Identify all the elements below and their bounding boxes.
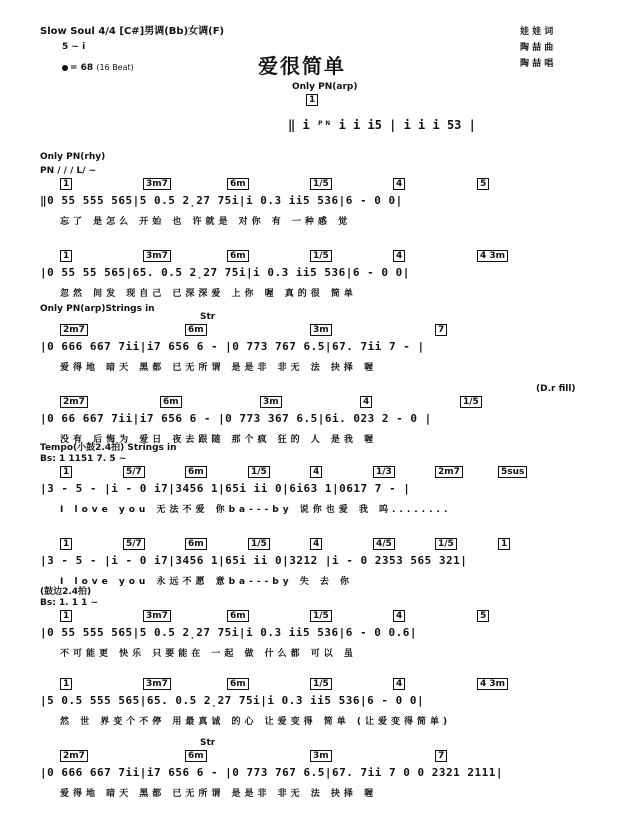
lyrics-line: I love you 永远不愿 意ba---by 失 去 你	[60, 577, 354, 587]
chord-box: 1	[60, 678, 72, 690]
lyrics-line: 爱得地 暗天 黑都 已无所谓 是是非 非无 法 抉择 喔	[60, 789, 378, 799]
chord-box: 4/5	[373, 538, 395, 550]
chord-box: 3m7	[143, 610, 171, 622]
intro-chord: 1	[306, 94, 318, 106]
chord-box: 1	[498, 538, 510, 550]
chord-box: 5sus	[498, 466, 527, 478]
vocal-range: 5 ~ i	[62, 42, 86, 52]
chord-box: 1/5	[248, 538, 270, 550]
chord-box: 3m	[260, 396, 282, 408]
chord-box: 2m7	[60, 396, 88, 408]
quarter-note-icon	[62, 65, 68, 71]
notation-line: |0 666 667 7ii|i7 656 6 - |0 773 767 6.5|67. 7ii 7 0 0 2321 2111|	[40, 766, 503, 779]
rhythm-marking: Bs: 1 1151 7. 5 ~	[40, 454, 127, 464]
chord-box: 1	[60, 466, 72, 478]
credit-lyricist: 娃 娃 词	[520, 27, 554, 37]
chord-box: 6m	[185, 538, 207, 550]
lyrics-line: 不可能更 快乐 只要能在 一起 做 什么都 可以 虽	[60, 649, 357, 659]
tempo-marking	[62, 63, 134, 73]
chord-box: 1/5	[310, 678, 332, 690]
section-label: Only PN(rhy)	[40, 152, 106, 162]
chord-box: 4	[393, 178, 405, 190]
chord-box: 3m7	[143, 678, 171, 690]
chord-box: 1/5	[248, 466, 270, 478]
chord-box: 7	[435, 750, 447, 762]
chord-box: 7	[435, 324, 447, 336]
credit-singer: 陶 喆 唱	[520, 59, 554, 69]
notation-line: |3 - 5 - |i - 0 i7|3456 1|65i ii 0|6i63 1|0617 7 - |	[40, 482, 411, 495]
chord-box: 1/3	[373, 466, 395, 478]
credit-composer: 陶 喆 曲	[520, 43, 554, 53]
chord-box: 2m7	[60, 324, 88, 336]
notation-line: |5 0.5 555 565|65. 0.5 2̣27 75i|i 0.3 ii5 536|6 - 0 0|	[40, 694, 425, 707]
chord-box: 1/5	[460, 396, 482, 408]
chord-box: 4	[393, 678, 405, 690]
lyrics-line: 没有 后悔为 爱日 夜去跟随 那个疯 狂的 人 是我 喔	[60, 435, 378, 445]
chord-box: 1	[60, 538, 72, 550]
lyrics-line: 然 世 界变个不停 用最真诚 的心 让爱变得 简单 (让爱变得简单)	[60, 717, 452, 727]
chord-box: 3m7	[143, 178, 171, 190]
chord-box: 5	[477, 610, 489, 622]
rhythm-marking: (D.r fill)	[536, 384, 576, 394]
chord-box: 1	[60, 178, 72, 190]
chord-box: 4	[360, 396, 372, 408]
chord-box: 6m	[185, 324, 207, 336]
chord-box: 4 3m	[477, 678, 508, 690]
chord-box: 1/5	[310, 610, 332, 622]
tempo-note: (16 Beat)	[96, 63, 134, 72]
intro-notes: ‖ i ᴾᴺ i i i5 | i i i 53 |	[288, 118, 476, 132]
section-label: Tempo(小鼓2.4拍) Strings in	[40, 443, 177, 453]
notation-line: |0 66 667 7ii|i7 656 6 - |0 773 367 6.5|6i. 023 2 - 0 |	[40, 412, 432, 425]
style-line: Slow Soul 4/4 [C#]男调(Bb)女调(F)	[40, 26, 225, 37]
notation-line: ‖0 55 555 565|5 0.5 2̣27 75i|i 0.3 ii5 536|6 - 0 0|	[40, 194, 403, 207]
song-title: 爱很简单	[258, 54, 346, 78]
chord-box: 5	[477, 178, 489, 190]
chord-box: 1/5	[310, 178, 332, 190]
rhythm-marking: Bs: 1. 1 1 ~	[40, 598, 99, 608]
rhythm-marking: PN / / / L/ ~	[40, 166, 97, 176]
chord-box: 6m	[227, 178, 249, 190]
chord-box: 6m	[160, 396, 182, 408]
lyrics-line: 爱得地 暗天 黑都 已无所谓 是是非 非无 法 抉择 喔	[60, 363, 378, 373]
chord-box: 6m	[185, 750, 207, 762]
chord-box: 6m	[227, 250, 249, 262]
chord-box: 1	[60, 250, 72, 262]
notation-line: |0 666 667 7ii|i7 656 6 - |0 773 767 6.5|67. 7ii 7 - |	[40, 340, 425, 353]
chord-box: 2m7	[60, 750, 88, 762]
chord-box: 4	[310, 538, 322, 550]
chord-box: 4 3m	[477, 250, 508, 262]
notation-line: |0 55 55 565|65. 0.5 2̣27 75i|i 0.3 ii5 536|6 - 0 0|	[40, 266, 410, 279]
lyrics-line: I love you 无法不爱 你ba---by 说你也爱 我 呜........	[60, 505, 452, 515]
chord-box: 1/5	[310, 250, 332, 262]
chord-box: 6m	[227, 678, 249, 690]
chord-box: 4	[310, 466, 322, 478]
chord-box: 3m	[310, 324, 332, 336]
section-label: Only PN(arp)Strings in	[40, 304, 155, 314]
notation-line: |0 55 555 565|5 0.5 2̣27 75i|i 0.3 ii5 536|6 - 0 0.6|	[40, 626, 417, 639]
intro-label: Only PN(arp)	[292, 82, 358, 92]
chord-box: 1/5	[435, 538, 457, 550]
chord-box: 3m	[310, 750, 332, 762]
lyrics-line: 忽然 间发 现自己 已深深爱 上你 喔 真的很 简单	[60, 289, 357, 299]
section-label: (鼓边2.4拍)	[40, 587, 92, 597]
chord-box: 2m7	[435, 466, 463, 478]
tempo-value: = 68	[70, 63, 94, 73]
notation-line: |3 - 5 - |i - 0 i7|3456 1|65i ii 0|3212 |i - 0 2353 565 321|	[40, 554, 468, 567]
lyrics-line: 忘了 是怎么 开始 也 许就是 对你 有 一种感 觉	[60, 217, 352, 227]
chord-box: 4	[393, 610, 405, 622]
rhythm-marking: Str	[200, 738, 216, 748]
rhythm-marking: Str	[200, 312, 216, 322]
chord-box: 1	[60, 610, 72, 622]
chord-box: 6m	[185, 466, 207, 478]
chord-box: 5/7	[123, 538, 145, 550]
chord-box: 3m7	[143, 250, 171, 262]
chord-box: 4	[393, 250, 405, 262]
chord-box: 6m	[227, 610, 249, 622]
chord-box: 5/7	[123, 466, 145, 478]
